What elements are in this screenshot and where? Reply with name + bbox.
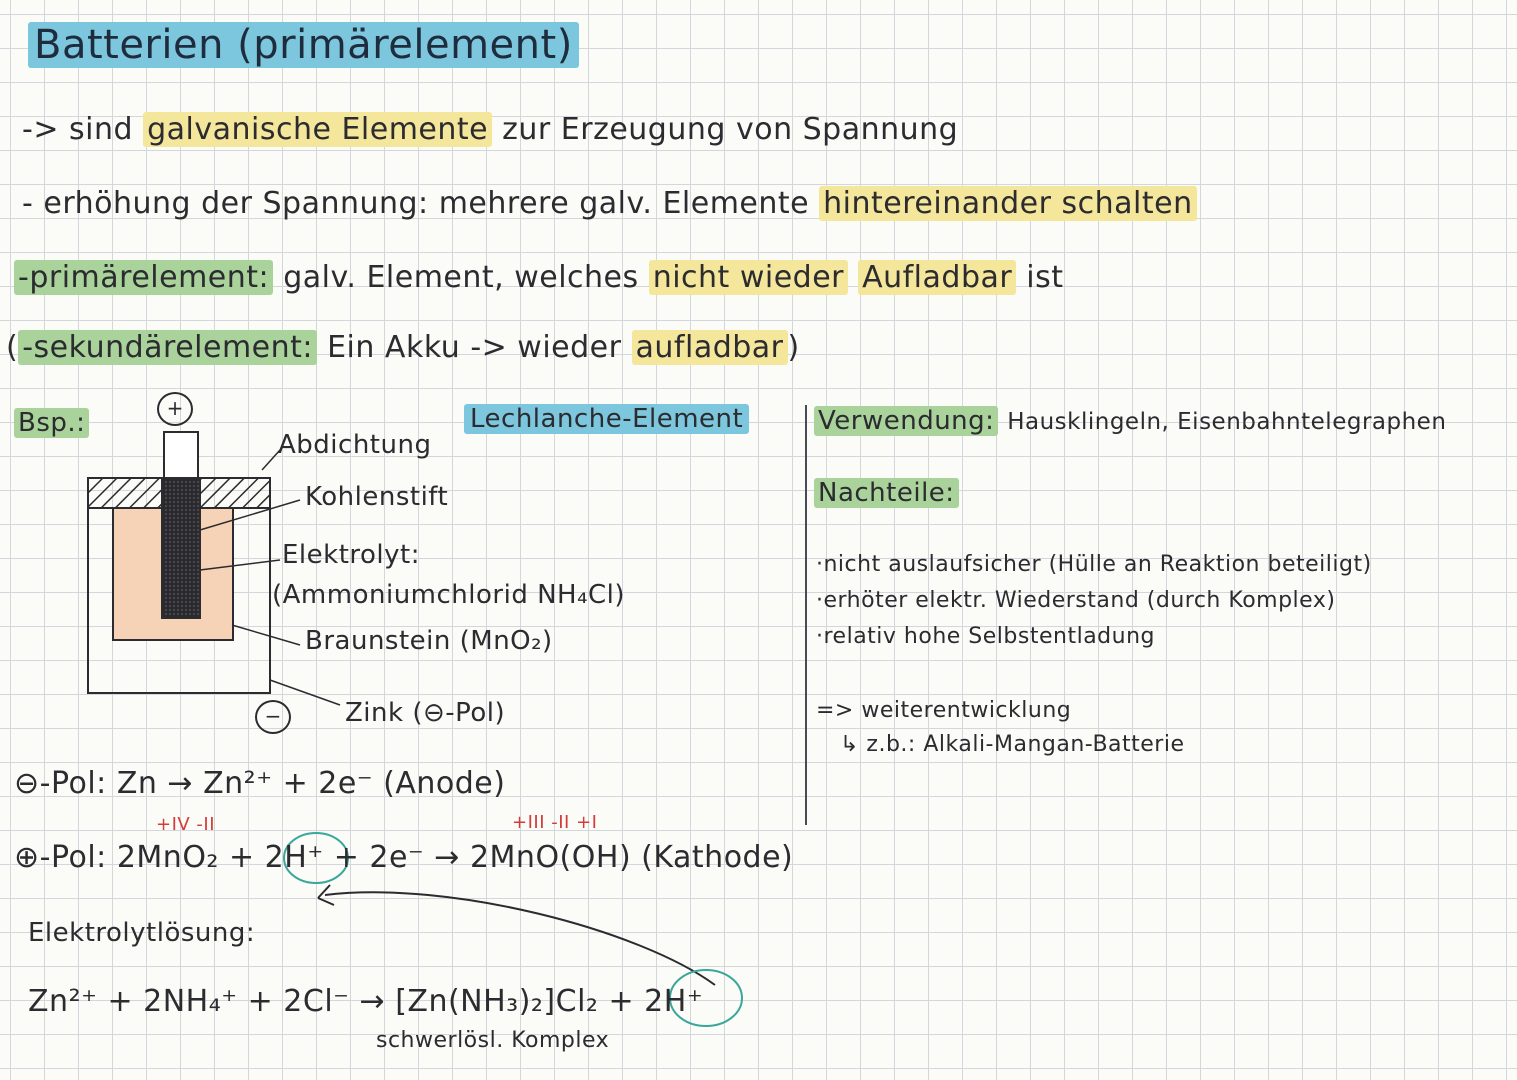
h-plus-arrow (325, 892, 715, 985)
development-example: ↳ z.b.: Alkali-Mangan-Batterie (840, 732, 1185, 757)
line-4-term: -sekundärelement: (18, 330, 317, 365)
column-divider (805, 405, 807, 825)
usage-line (814, 406, 1446, 436)
line-2-text: - erhöhung der Spannung: mehrere galv. Elemente (22, 186, 810, 221)
leader-zinc (270, 680, 340, 705)
negative-pole-label: ⊖-Pol: (14, 766, 107, 801)
cons-item: ·nicht auslaufsicher (Hülle an Reaktion beteiligt) (816, 552, 1372, 577)
label-mno2: Braunstein (MnO₂) (305, 626, 553, 656)
negative-pole-eq: Zn → Zn²⁺ + 2e⁻ (Anode) (116, 766, 506, 801)
positive-pole-h-plus: 2H⁺ (264, 840, 324, 875)
label-seal: Abdichtung (278, 430, 432, 460)
line-4-open: ( (6, 330, 19, 365)
label-ammonium-chloride: (Ammoniumchlorid NH₄Cl) (272, 580, 626, 610)
line-3-term: -primärelement: (14, 260, 273, 295)
line-1-rest: zur Erzeugung von Spannung (502, 112, 959, 147)
line-1-highlight: galvanische Elemente (143, 112, 492, 147)
cons-item: ·relativ hohe Selbstentladung (816, 624, 1155, 649)
plus-pole-icon: + (157, 392, 193, 426)
usage-text: Hausklingeln, Eisenbahntelegraphen (1007, 409, 1447, 435)
line-4-text: Ein Akku -> wieder (327, 330, 622, 365)
carbon-rod-top (164, 432, 198, 480)
positive-pole-eq-a: 2MnO₂ + (116, 840, 255, 875)
development-line: => weiterentwicklung (816, 698, 1072, 723)
leader-mno2 (232, 625, 300, 645)
cons-item: ·erhöter elektr. Wiederstand (durch Komplex) (816, 588, 1336, 613)
oxidation-numbers-2: +III -II +I (512, 812, 598, 833)
cons-heading (814, 478, 959, 508)
line-4-close: ) (787, 330, 800, 365)
complex-label: schwerlösl. Komplex (376, 1028, 610, 1053)
cons-label: Nachteile: (814, 478, 959, 508)
minus-pole-icon: − (255, 700, 291, 734)
solution-eq: Zn²⁺ + 2NH₄⁺ + 2Cl⁻ → [Zn(NH₃)₂]Cl₂ + (28, 984, 635, 1019)
line-3-end: ist (1026, 260, 1064, 295)
line-3-highlight-2: Aufladbar (858, 260, 1016, 295)
label-zinc: Zink (⊖-Pol) (345, 698, 506, 728)
label-carbon-rod: Kohlenstift (305, 482, 449, 512)
positive-pole-equation (14, 840, 793, 875)
line-4-highlight: aufladbar (632, 330, 788, 365)
line-2-highlight: hintereinander schalten (819, 186, 1196, 221)
label-electrolyte: Elektrolyt: (282, 540, 420, 570)
usage-label: Verwendung: (814, 406, 998, 436)
element-name-text: Lechlanche-Element (464, 404, 749, 434)
solution-label: Elektrolytlösung: (28, 918, 256, 948)
line-1-arrow: -> sind (22, 112, 134, 147)
page-title-text: Batterien (primärelement) (28, 22, 579, 68)
solution-h-plus: 2H⁺ (644, 984, 704, 1019)
positive-pole-eq-b: + 2e⁻ → 2MnO(OH) (Kathode) (333, 840, 794, 875)
carbon-rod (162, 478, 200, 618)
line-3-highlight-1: nicht wieder (649, 260, 848, 295)
positive-pole-label: ⊕-Pol: (14, 840, 107, 875)
line-3-text: galv. Element, welches (283, 260, 639, 295)
negative-pole-equation (14, 766, 505, 801)
oxidation-numbers-1: +IV -II (156, 814, 216, 835)
solution-equation (28, 984, 703, 1019)
example-bsp: Bsp.: (14, 408, 89, 438)
